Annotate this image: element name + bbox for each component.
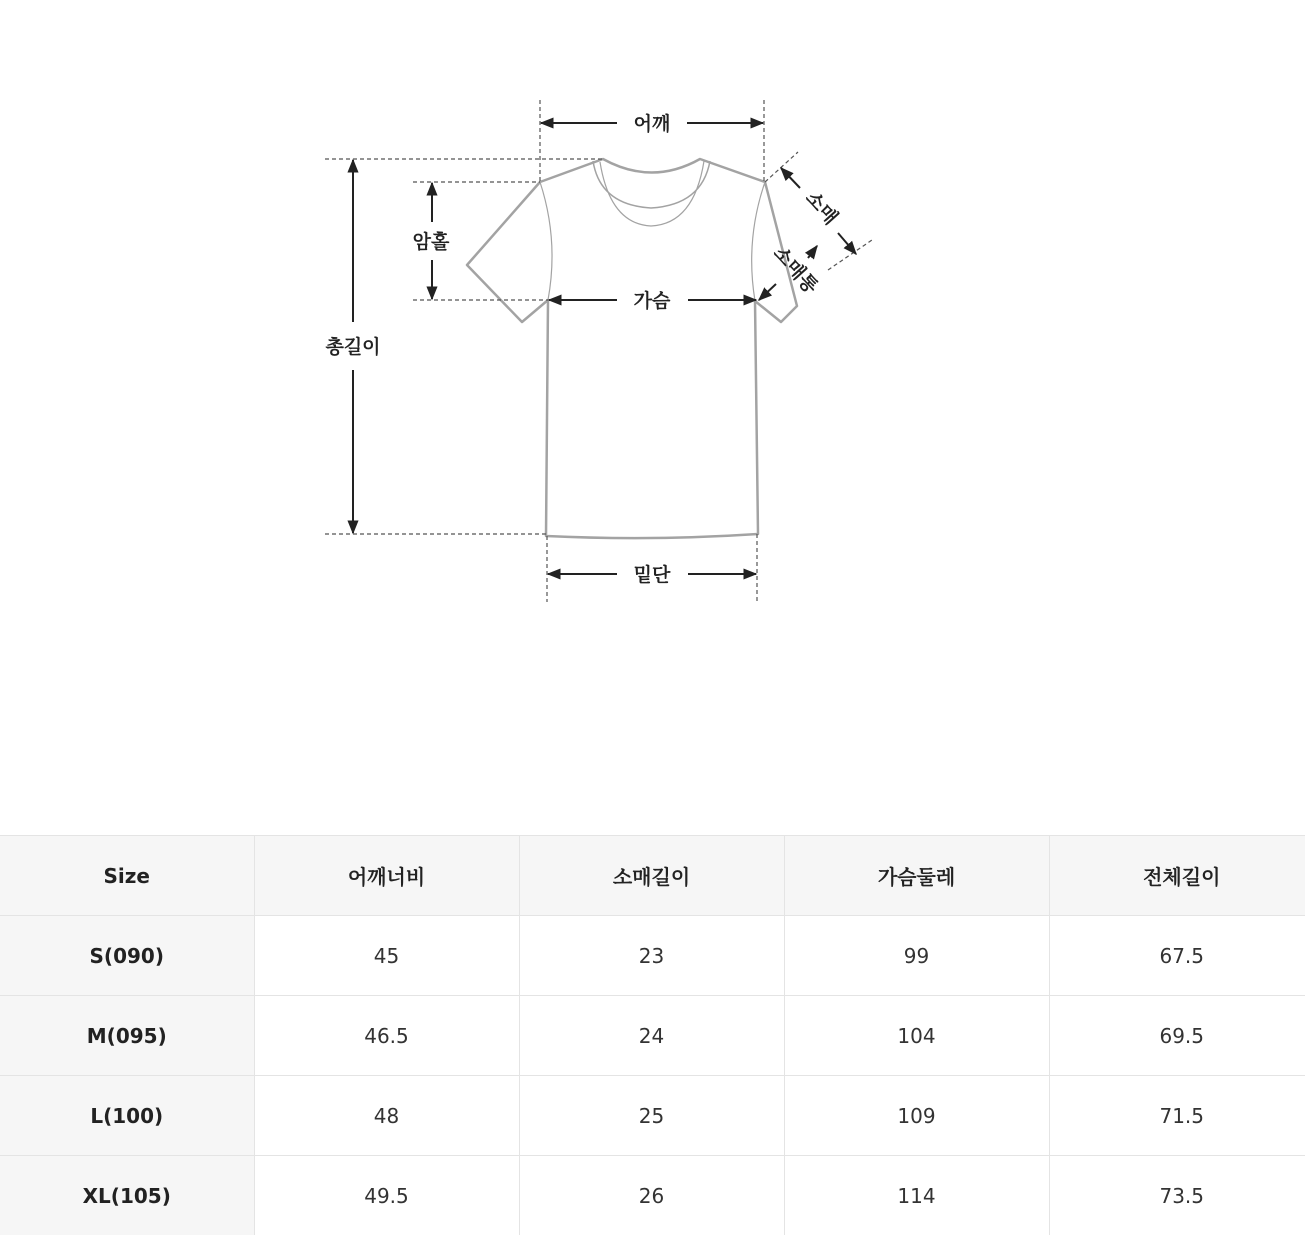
shoulder-width-cell: 48 (254, 1076, 519, 1156)
tshirt-sleeve-seam-left (540, 182, 552, 300)
label-sleeve-width: 소매통 (769, 241, 823, 298)
size-cell: L(100) (0, 1076, 254, 1156)
tshirt-outline (467, 159, 797, 538)
table-row (0, 1076, 1305, 1156)
tshirt-sleeve-seam-right (752, 182, 765, 301)
chest-circumference-cell: 99 (784, 916, 1049, 996)
shoulder-width-cell: 49.5 (254, 1156, 519, 1235)
chest-circumference-cell: 114 (784, 1156, 1049, 1235)
sleeve-length-cell: 24 (519, 996, 784, 1076)
shoulder-width-cell: 46.5 (254, 996, 519, 1076)
chest-circumference-cell: 104 (784, 996, 1049, 1076)
label-sleeve: 소매 (801, 186, 843, 229)
sleeve-length-cell: 23 (519, 916, 784, 996)
dashed-guides (325, 100, 872, 602)
total-length-cell: 67.5 (1049, 916, 1305, 996)
sleeve-arrow-bottom (838, 233, 856, 254)
table-row (0, 1156, 1305, 1235)
header-sleeve-length: 소매길이 (519, 836, 784, 916)
table-row (0, 996, 1305, 1076)
total-length-cell: 71.5 (1049, 1076, 1305, 1156)
header-total-length: 전체길이 (1049, 836, 1305, 916)
guide-sleeve-top (765, 152, 798, 182)
total-length-cell: 73.5 (1049, 1156, 1305, 1235)
header-shoulder-width: 어깨너비 (254, 836, 519, 916)
label-shoulder: 어깨 (634, 112, 671, 135)
shoulder-width-cell: 45 (254, 916, 519, 996)
sleeve-length-cell: 26 (519, 1156, 784, 1235)
header-size: Size (0, 836, 254, 916)
tshirt-body-outline (467, 159, 797, 538)
label-hem: 밑단 (634, 563, 671, 586)
label-armhole: 암홀 (413, 230, 450, 253)
label-total-length: 총길이 (325, 335, 380, 358)
sleeve-arrow-top (781, 168, 800, 188)
tshirt-collar-band (600, 161, 704, 226)
chest-circumference-cell: 109 (784, 1076, 1049, 1156)
guide-sleeve-end (828, 240, 872, 270)
sleeve-width-arrow-top (808, 246, 817, 258)
size-cell: M(095) (0, 996, 254, 1076)
header-chest-circumference: 가슴둘레 (784, 836, 1049, 916)
size-cell: XL(105) (0, 1156, 254, 1235)
table-header-row (0, 836, 1305, 916)
label-chest: 가슴 (634, 289, 671, 312)
sleeve-width-arrow-bottom (759, 284, 776, 300)
size-chart-table (0, 835, 1305, 1235)
total-length-cell: 69.5 (1049, 996, 1305, 1076)
sleeve-length-cell: 25 (519, 1076, 784, 1156)
size-cell: S(090) (0, 916, 254, 996)
dimension-arrows (353, 123, 856, 574)
tshirt-collar-inner (593, 161, 710, 208)
table-row (0, 916, 1305, 996)
